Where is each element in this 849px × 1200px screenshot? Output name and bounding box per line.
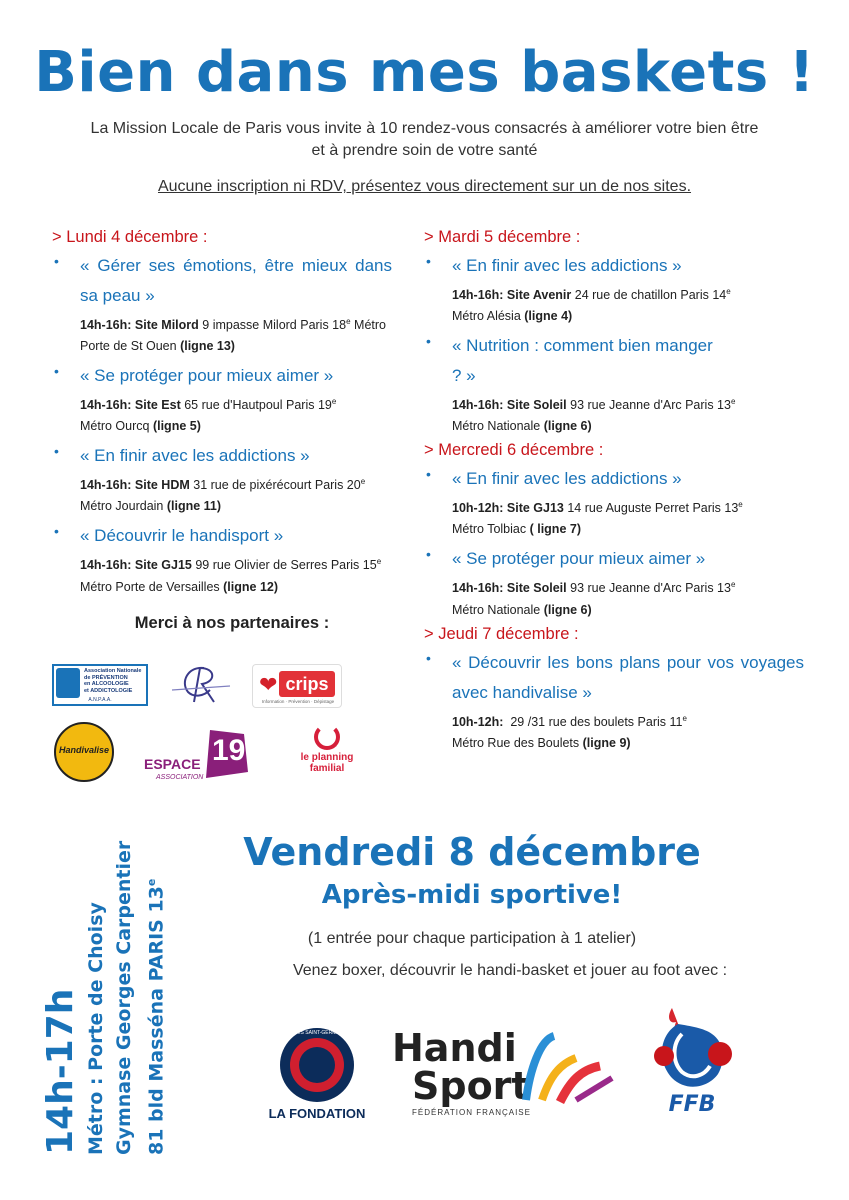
psg-crest-icon: PARIS SAINT-GERMAIN (280, 1028, 354, 1102)
handivalise-logo: Handivalise (54, 722, 114, 782)
crips-logo: ❤ crips Information · Prévention · Dépistage (252, 664, 342, 708)
list-item (424, 331, 736, 437)
bullet-icon: • (426, 546, 431, 563)
rooster-icon (642, 1004, 742, 1096)
workshop-topic: « Se protéger pour mieux aimer » (452, 549, 706, 569)
notice-text: Aucune inscription ni RDV, présentez vous directement sur un de nos sites. (157, 178, 692, 195)
bullet-icon: • (54, 363, 59, 380)
workshop-time: 14h-16h: (80, 478, 132, 493)
handisport-swoosh-icon (520, 1030, 616, 1104)
bullet-icon: • (426, 253, 431, 269)
anpaa-icon (56, 668, 80, 698)
registration-notice (40, 178, 809, 196)
intro-line-2: et à prendre soin de votre santé (311, 142, 538, 159)
workshop-ligne: (ligne 13) (180, 339, 235, 354)
workshop-details: 14h-16h: Site GJ15 99 rue Olivier de Serres Paris 15e Métro Porte de Versailles (ligne 12) (80, 557, 382, 594)
workshop-details: 14h-16h: Site Est 65 rue d'Hautpoul Paris 19e Métro Ourcq (ligne 5) (80, 397, 337, 434)
partners-title: Merci à nos partenaires : (134, 614, 330, 632)
psg-foundation-logo: PARIS SAINT-GERMAIN LA FONDATION (268, 1030, 366, 1121)
bullet-icon: • (426, 333, 431, 350)
day-heading-thursday: > Jeudi 7 décembre : (424, 624, 579, 643)
workshop-topic: « Se protéger pour mieux aimer » (80, 366, 334, 386)
day-heading-tuesday: > Mardi 5 décembre : (424, 228, 581, 246)
day-heading-wednesday: > Mercredi 6 décembre : (424, 441, 604, 460)
workshop-metro: Métro Ourcq (80, 419, 150, 434)
workshop-topic: « En finir avec les addictions » (452, 256, 682, 275)
workshop-details: 10h-12h: Site GJ13 14 rue Auguste Perret Paris 13e Métro Tolbiac ( ligne 7) (452, 500, 743, 537)
friday-location-vertical (40, 840, 200, 1155)
bullet-icon: • (426, 466, 431, 483)
planning-icon (314, 724, 340, 750)
list-item (52, 361, 392, 437)
list-item (424, 544, 804, 620)
workshop-address: 99 rue Olivier de Serres Paris 15 (195, 558, 377, 573)
workshop-site: Site Est (134, 398, 181, 413)
friday-gym: Gymnase Georges Carpentier (113, 840, 135, 1155)
workshop-details: 14h-16h: Site Milord 9 impasse Milord Paris 18e Métro Porte de St Ouen (ligne 13) (80, 317, 386, 354)
workshop-details: 10h-12h: 29 /31 rue des boulets Paris 11e Métro Rue des Boulets (ligne 9) (452, 713, 687, 750)
list-item (424, 251, 804, 327)
workshop-ligne: (ligne 12) (223, 579, 279, 594)
workshop-site: Site HDM (134, 478, 190, 493)
workshop-topic: « En finir avec les addictions » (452, 469, 682, 489)
bullet-icon: • (54, 253, 59, 269)
workshop-details: 14h-16h: Site HDM 31 rue de pixérécourt Paris 20e Métro Jourdain (ligne 11) (80, 477, 366, 514)
workshop-details: 14h-16h: Site Soleil 93 rue Jeanne d'Arc Paris 13e Métro Nationale (ligne 6) (452, 580, 736, 617)
workshop-address: 65 rue d'Hautpoul Paris 19 (184, 398, 332, 413)
friday-note: (1 entrée pour chaque participation à 1 atelier) (307, 930, 637, 947)
workshop-address: 31 rue de pixérécourt Paris 20 (193, 478, 361, 493)
friday-subtitle: Après-midi sportive! (321, 880, 623, 910)
workshop-metro: Métro Porte de St Ouen (80, 318, 386, 354)
workshop-details: 14h-16h: Site Soleil 93 rue Jeanne d'Arc Paris 13e Métro Nationale (ligne 6) (452, 397, 736, 434)
workshop-ligne: (ligne 5) (152, 419, 201, 434)
workshop-metro: Métro Porte de Versailles (80, 579, 220, 594)
intro-text (40, 118, 809, 162)
list-item (424, 648, 804, 754)
bullet-icon: • (426, 649, 431, 666)
ribbon-icon: ❤ (259, 672, 278, 697)
planning-familial-logo: le planning familial (292, 724, 362, 788)
workshop-topic: « Découvrir les bons plans pour vos voyages avec handivalise » (452, 652, 804, 702)
handisport-logo: Handi Sport FÉDÉRATION FRANÇAISE (392, 1028, 622, 1118)
workshop-time: 14h-16h: (80, 398, 132, 413)
friday-invite: Venez boxer, découvrir le handi-basket et jouer au foot avec : (292, 962, 728, 979)
workshop-time: 14h-16h: (80, 318, 132, 333)
friday-address: 81 bld Masséna PARIS 13e (145, 878, 168, 1155)
anpaa-logo: Association Nationale de PRÉVENTION en ALCOOLOGIE et ADDICTOLOGIE A.N.P.A.A. (52, 664, 148, 706)
workshop-topic: « Découvrir le handisport » (80, 526, 284, 546)
monday-column (52, 228, 392, 602)
workshop-topic: « Gérer ses émotions, être mieux dans sa peau » (80, 256, 392, 305)
workshop-topic: « Nutrition : comment bien manger ? » (452, 336, 713, 386)
workshop-topic: « En finir avec les addictions » (80, 446, 310, 466)
bullet-icon: • (54, 523, 59, 540)
workshop-time: 14h-16h: (80, 558, 132, 573)
friday-metro: Métro : Porte de Choisy (85, 902, 107, 1155)
list-item (52, 521, 392, 597)
list-item (52, 441, 392, 517)
espace19-logo: ESPACE 19 ASSOCIATION (144, 728, 254, 784)
workshop-address: 9 impasse Milord Paris 18 (202, 318, 347, 333)
tue-thu-column (424, 228, 804, 758)
workshop-details: 14h-16h: Site Avenir 24 rue de chatillon Paris 14e Métro Alésia (ligne 4) (452, 287, 731, 324)
intro-line-1: La Mission Locale de Paris vous invite à 10 rendez-vous consacrés à améliorer votre bien être (90, 120, 759, 137)
bullet-icon: • (54, 443, 59, 460)
list-item (424, 464, 804, 540)
list-item (52, 251, 392, 357)
workshop-site: Site Milord (134, 318, 199, 333)
workshop-metro: Métro Jourdain (80, 499, 164, 514)
day-heading-monday: > Lundi 4 décembre : (52, 228, 208, 246)
workshop-ligne: (ligne 11) (166, 499, 222, 514)
ffb-logo: FFB (642, 1004, 742, 1118)
friday-title: Vendredi 8 décembre (243, 830, 701, 874)
friday-time: 14h-17h (40, 988, 81, 1155)
cr-logo (160, 660, 240, 710)
page-title: Bien dans mes baskets ! (34, 40, 815, 105)
workshop-site: Site GJ15 (134, 558, 192, 573)
